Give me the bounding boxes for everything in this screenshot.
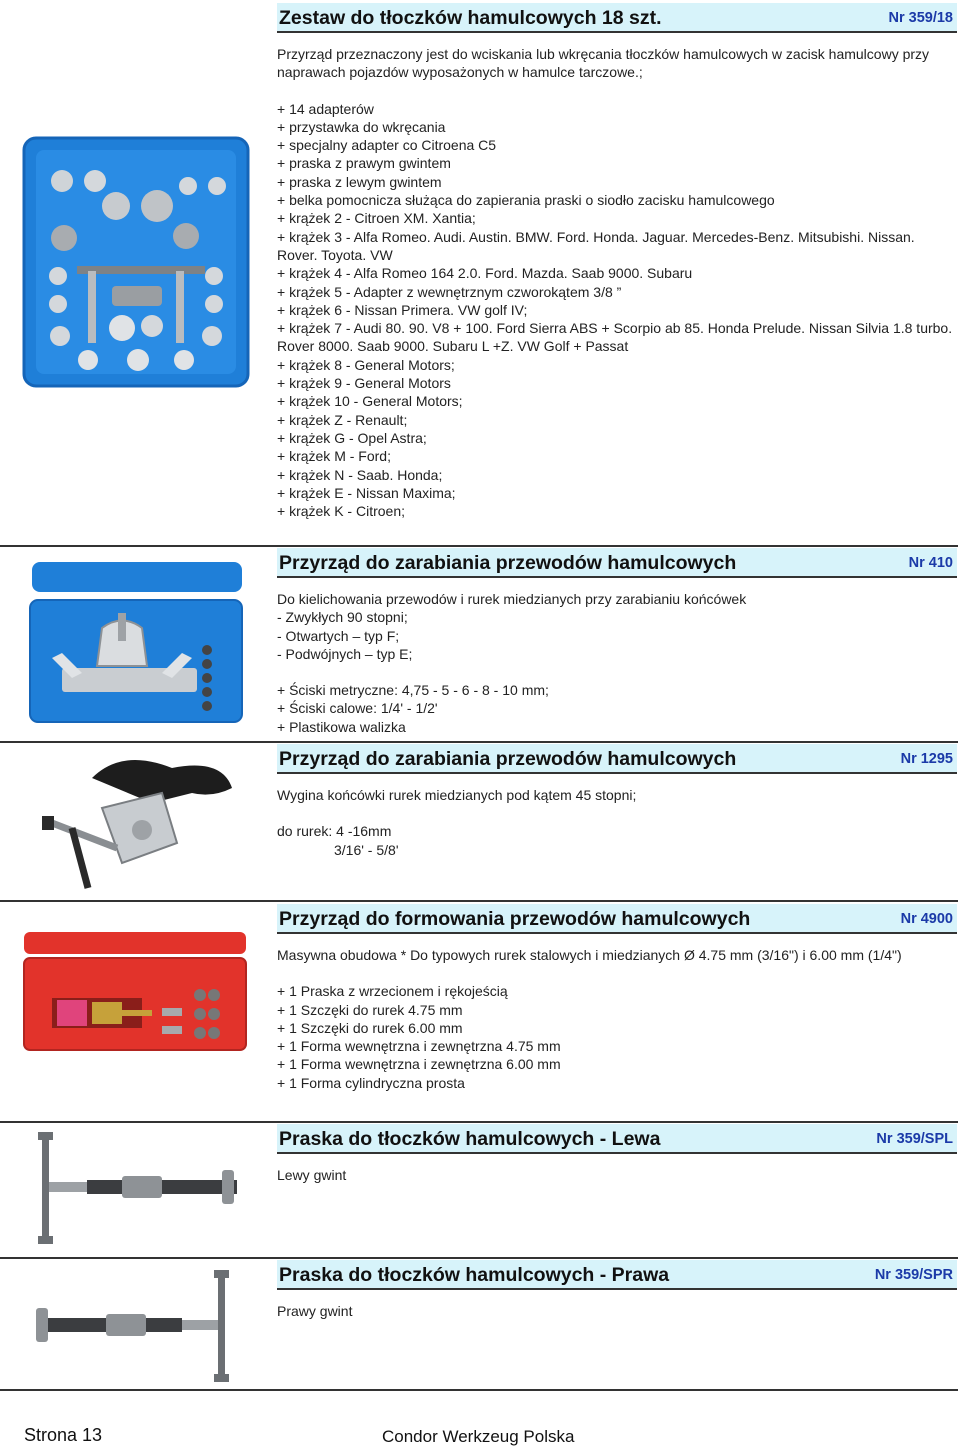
product-description: Masywna obudowa * Do typowych rurek stalowych i miedzianych Ø 4.75 mm (3/16") i 6.00 mm (1/4") xyxy=(277,947,902,963)
product-number: Nr 359/18 xyxy=(888,10,953,26)
product-title: Zestaw do tłoczków hamulcowych 18 szt. xyxy=(279,7,662,29)
list-item: + 1 Szczęki do rurek 4.75 mm xyxy=(277,1001,463,1018)
list-item: + 1 Forma wewnętrzna i zewnętrzna 6.00 mm xyxy=(277,1056,561,1073)
product-title: Przyrząd do zarabiania przewodów hamulcowych xyxy=(279,552,737,574)
product-item-list xyxy=(277,982,957,1092)
product-number: Nr 359/SPL xyxy=(876,1131,953,1147)
section-divider xyxy=(0,1257,958,1259)
section-divider xyxy=(0,741,958,743)
description-line: - Podwójnych – typ E; xyxy=(277,645,413,662)
list-item: + 14 adapterów xyxy=(277,100,374,117)
product-image-forming-tool xyxy=(22,928,254,1052)
product-title-bar xyxy=(277,1260,957,1290)
footer-company: Condor Werkzeug Polska xyxy=(382,1427,575,1446)
list-item: + krążek M - Ford; xyxy=(277,448,391,465)
product-title-bar xyxy=(277,744,957,774)
product-title-bar xyxy=(277,3,957,33)
list-item: + praska z lewym gwintem xyxy=(277,173,442,190)
section-divider xyxy=(0,545,958,547)
list-item: + krążek E - Nissan Maxima; xyxy=(277,484,456,501)
product-image-left-press xyxy=(22,1130,254,1246)
list-item: + Ściski metryczne: 4,75 - 5 - 6 - 8 - 10 mm; xyxy=(277,682,549,699)
product-number: Nr 359/SPR xyxy=(874,1267,953,1283)
section-divider xyxy=(0,1121,958,1123)
list-item: 3/16' - 5/8' xyxy=(334,841,399,858)
product-number: Nr 1295 xyxy=(900,751,953,767)
bending-tool-icon xyxy=(22,748,254,894)
list-item: + krążek 10 - General Motors; xyxy=(277,393,463,410)
product-title-bar xyxy=(277,904,957,934)
product-description: Wygina końcówki rurek miedzianych pod kątem 45 stopni; xyxy=(277,787,637,803)
product-title-bar xyxy=(277,1124,957,1154)
product-image-bending-tool xyxy=(22,748,254,894)
list-item: + krążek 6 - Nissan Primera. VW golf IV; xyxy=(277,301,528,318)
section-divider xyxy=(0,1389,958,1391)
list-item: + specjalny adapter co Citroena C5 xyxy=(277,137,497,154)
section-divider xyxy=(0,900,958,902)
product-number: Nr 410 xyxy=(908,555,953,571)
product-item-list xyxy=(277,681,957,736)
list-item: + belka pomocnicza służąca do zapierania praski o siodło zacisku hamulcowego xyxy=(277,192,775,209)
product-title: Przyrząd do zarabiania przewodów hamulcowych xyxy=(279,748,737,770)
product-description: Przyrząd przeznaczony jest do wciskania lub wkręcania tłoczków hamulcowych w zacisk hamulcowy przy naprawach pojazdów wyposażonych w hamulce tarczowe.; xyxy=(277,46,930,81)
list-item: + krążek 9 - General Motors xyxy=(277,375,451,392)
list-item: + Plastikowa walizka xyxy=(277,718,406,735)
description-line: - Zwykłych 90 stopni; xyxy=(277,609,408,626)
left-press-icon xyxy=(22,1130,254,1246)
list-item: + krążek N - Saab. Honda; xyxy=(277,466,443,483)
product-title: Praska do tłoczków hamulcowych - Lewa xyxy=(279,1128,661,1150)
list-item: + przystawka do wkręcania xyxy=(277,118,446,135)
list-item: + krążek 3 - Alfa Romeo. Audi. Austin. BMW. Ford. Honda. Jaguar. Mercedes-Benz. Mitsubishi. Nissan. Rover. Toyota. VW xyxy=(277,228,915,263)
list-item: + krążek 8 - General Motors; xyxy=(277,356,455,373)
product-image-right-press xyxy=(22,1268,254,1384)
list-item: + Ściski calowe: 1/4' - 1/2' xyxy=(277,700,438,717)
list-item: + krążek 7 - Audi 80. 90. V8 + 100. Ford Sierra ABS + Scorpio ab 85. Honda Prelude. Nissan Silvia 1.8 turbo. Rover 8000. Saab 9000. Subaru L +Z. VW Golf + Passat xyxy=(277,320,953,355)
list-item: + krążek K - Citroen; xyxy=(277,503,405,520)
list-item: + krążek G - Opel Astra; xyxy=(277,429,427,446)
red-case-icon xyxy=(22,928,254,1052)
product-title: Praska do tłoczków hamulcowych - Prawa xyxy=(279,1264,670,1286)
product-image-flaring-tool xyxy=(22,558,254,726)
list-item: + krążek 4 - Alfa Romeo 164 2.0. Ford. Mazda. Saab 9000. Subaru xyxy=(277,265,693,282)
product-item-list xyxy=(277,822,957,859)
right-press-icon xyxy=(22,1268,254,1384)
product-description: Lewy gwint xyxy=(277,1167,347,1183)
description-line: Do kielichowania przewodów i rurek miedzianych przy zarabianiu końcówek xyxy=(277,591,747,607)
product-description: Prawy gwint xyxy=(277,1303,353,1319)
list-item: + krążek 5 - Adapter z wewnętrznym czworokątem 3/8 ” xyxy=(277,283,622,300)
list-item: + krążek 2 - Citroen XM. Xantia; xyxy=(277,210,476,227)
product-image-piston-set xyxy=(22,136,254,388)
description-line: - Otwartych – typ F; xyxy=(277,627,400,644)
blue-case-icon xyxy=(22,136,254,388)
list-item: + 1 Forma cylindryczna prosta xyxy=(277,1074,465,1091)
list-item: + praska z prawym gwintem xyxy=(277,155,451,172)
list-item: + 1 Szczęki do rurek 6.00 mm xyxy=(277,1019,463,1036)
blue-case-flaring-icon xyxy=(22,558,254,726)
footer-page-number: Strona 13 xyxy=(24,1425,103,1445)
product-title-bar xyxy=(277,548,957,578)
list-item: do rurek: 4 -16mm xyxy=(277,823,392,840)
product-title: Przyrząd do formowania przewodów hamulcowych xyxy=(279,908,751,930)
list-item: + 1 Praska z wrzecionem i rękojeścią xyxy=(277,983,508,1000)
list-item: + krążek Z - Renault; xyxy=(277,411,408,428)
product-number: Nr 4900 xyxy=(900,911,953,927)
product-item-list xyxy=(277,100,957,521)
list-item: + 1 Forma wewnętrzna i zewnętrzna 4.75 mm xyxy=(277,1038,561,1055)
product-description xyxy=(277,590,957,663)
